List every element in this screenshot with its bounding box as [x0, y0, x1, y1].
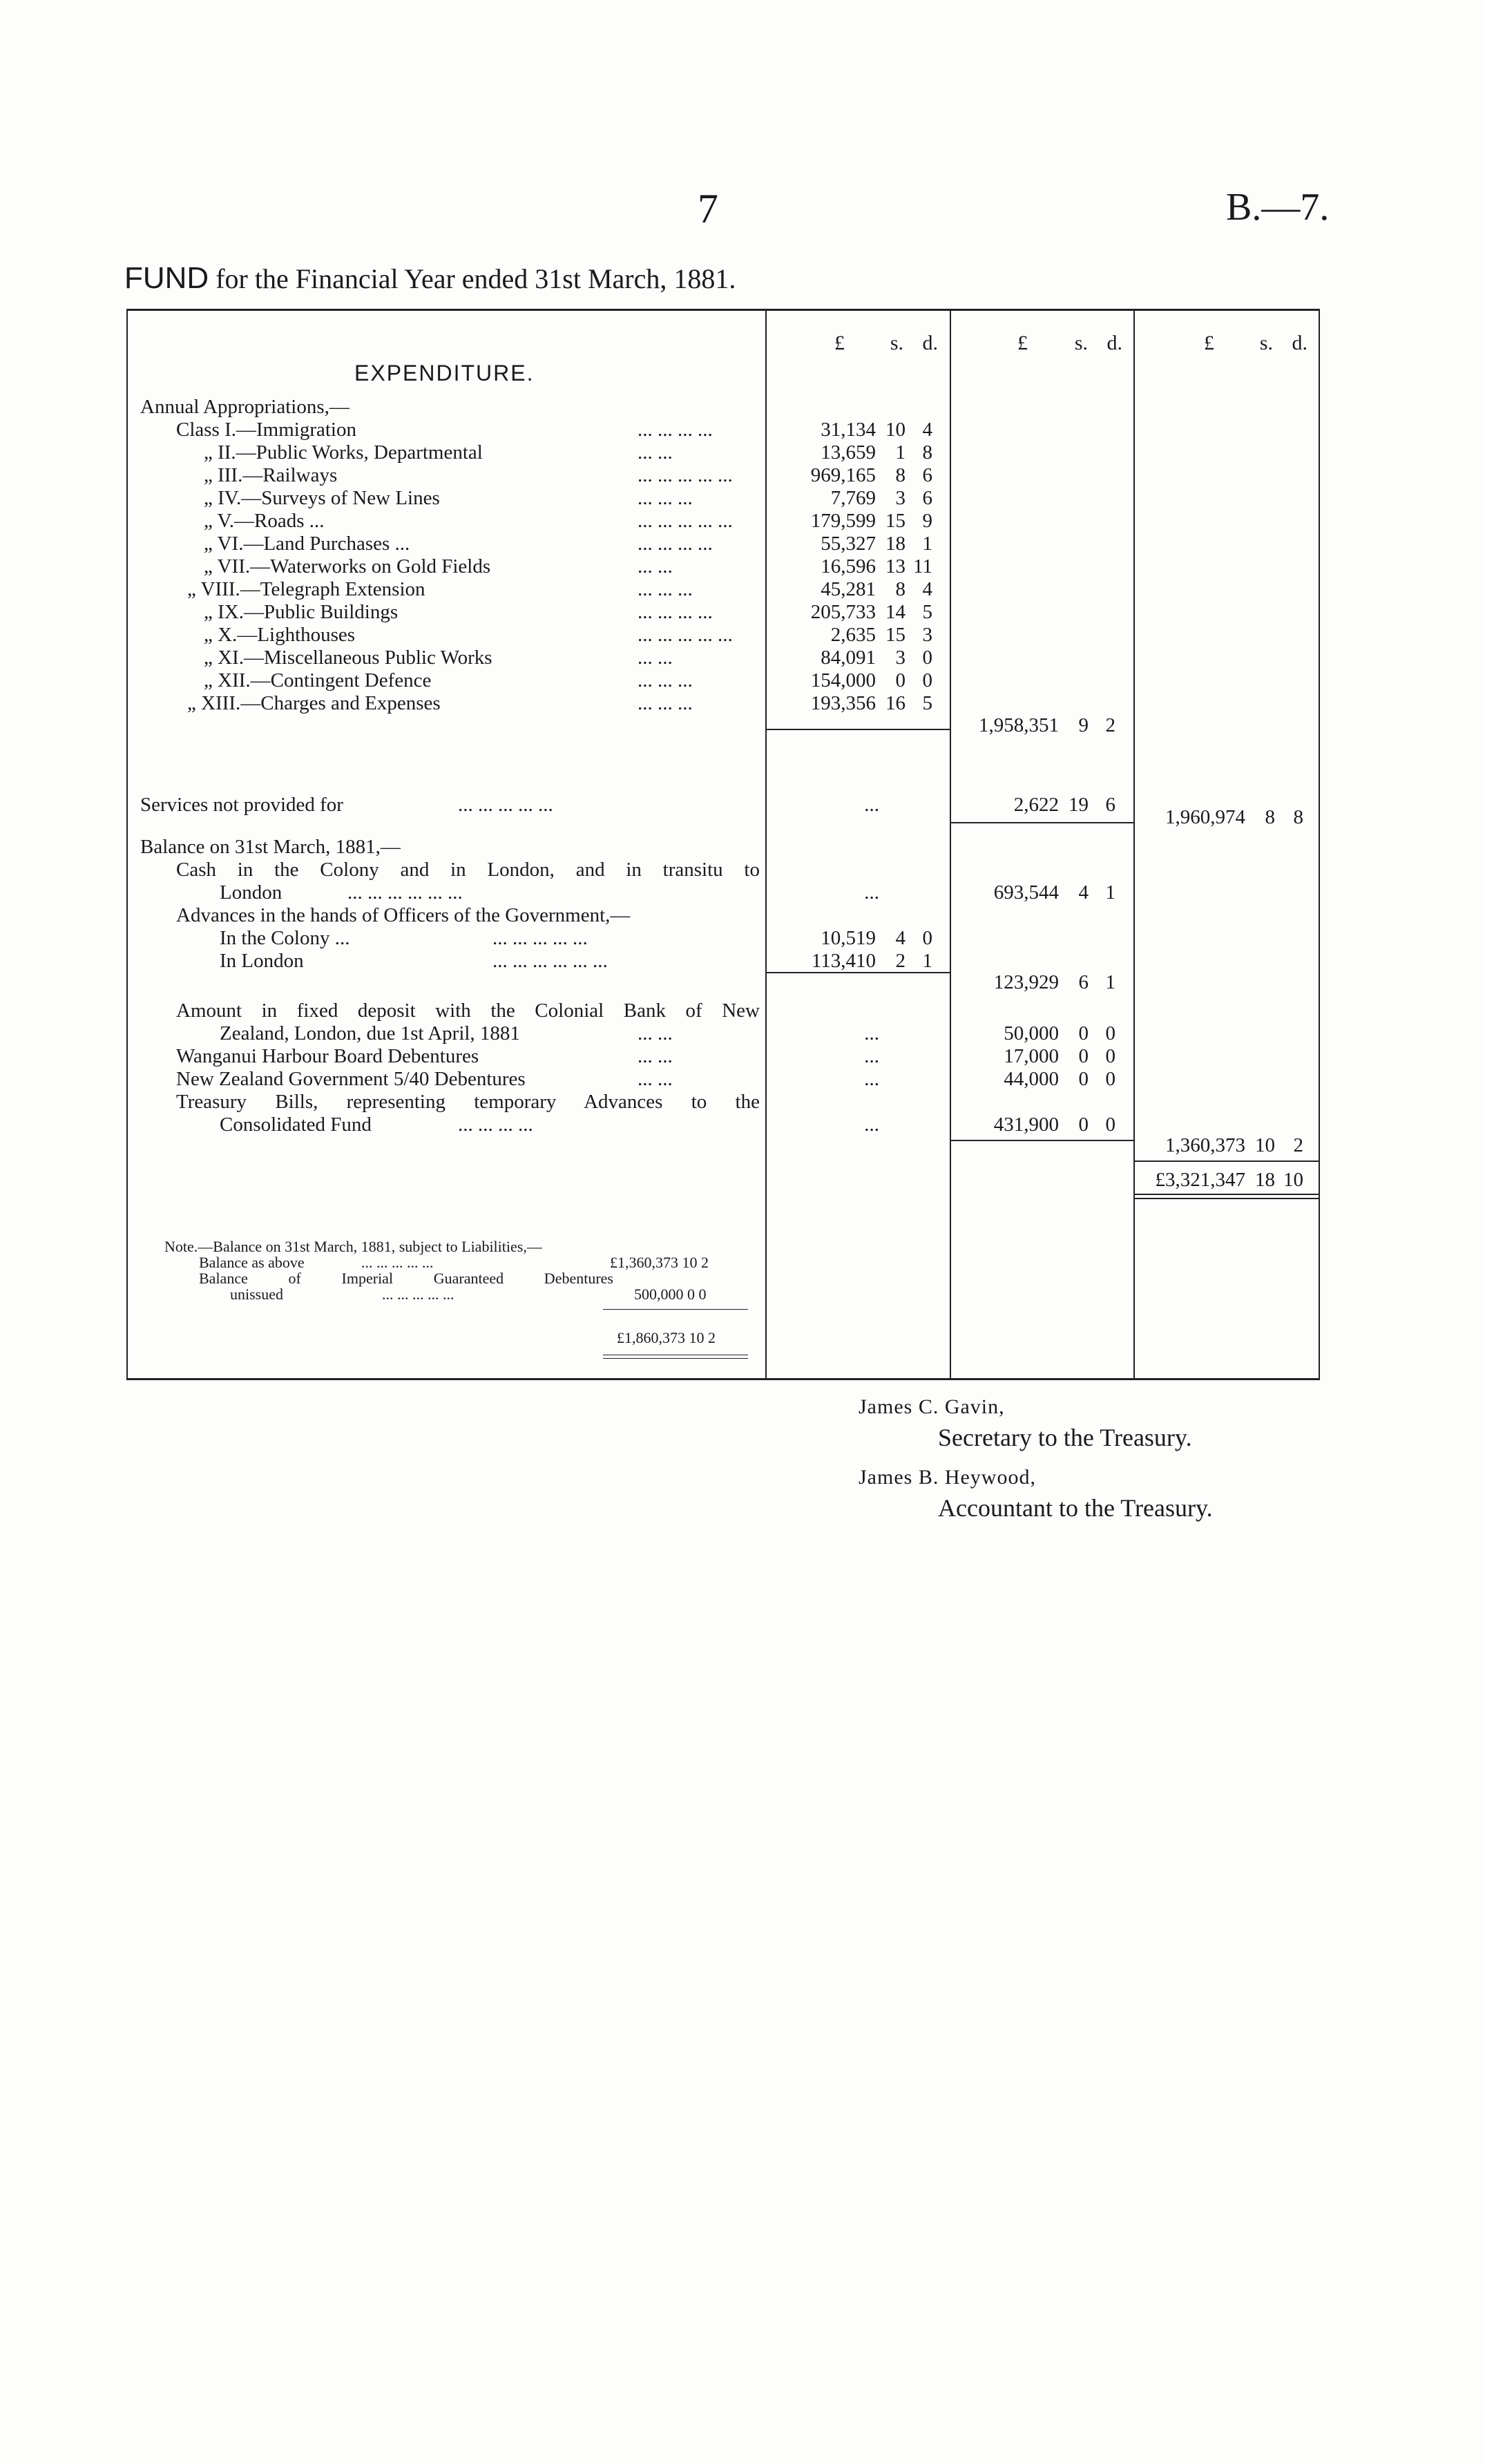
amount-pence: 0 — [922, 669, 932, 691]
row-label: „ VII.—Waterworks on Gold Fields — [204, 555, 491, 577]
double-rule — [1133, 1194, 1319, 1195]
row-label: „ XIII.—Charges and Expenses — [187, 692, 441, 714]
advances-heading-row — [126, 904, 1320, 927]
leader-dots: ... ... — [638, 1045, 673, 1067]
nz-government-row — [126, 1067, 1320, 1091]
table-row — [126, 464, 1320, 487]
col1-ellipsis: ... — [864, 1045, 879, 1067]
amount-shillings: 19 — [1069, 794, 1089, 816]
amount-shillings: 9 — [1078, 714, 1089, 736]
amount-pounds: 55,327 — [821, 533, 876, 555]
amount-shillings: 10 — [1255, 1134, 1275, 1156]
row-label: In London — [220, 950, 304, 972]
row-label: Class I.—Immigration — [176, 419, 356, 441]
grand-total-row — [126, 1168, 1320, 1192]
leader-dots: ... ... ... — [638, 669, 693, 691]
amount-shillings: 18 — [885, 533, 906, 555]
amount-pounds: 123,929 — [993, 971, 1059, 993]
amount-shillings: 10 — [885, 419, 906, 441]
note-line: Balance as above — [199, 1254, 305, 1271]
grand-total-shillings: 18 — [1255, 1169, 1275, 1191]
leader-dots: ... ... ... ... ... — [361, 1254, 434, 1271]
amount-pence: 2 — [1105, 714, 1115, 736]
table-row — [126, 441, 1320, 464]
leader-dots: ... ... ... ... ... ... — [347, 881, 463, 904]
col3-pence-header: d. — [1292, 332, 1307, 354]
deposit-row-line1 — [126, 999, 1320, 1022]
amount-pence: 9 — [922, 510, 932, 532]
amount-shillings: 4 — [1078, 881, 1089, 904]
amount-pounds: 193,356 — [810, 692, 876, 714]
table-row — [126, 691, 1320, 715]
leader-dots: ... ... — [638, 441, 673, 464]
wanganui-row — [126, 1044, 1320, 1068]
amount-shillings: 0 — [1078, 1068, 1089, 1090]
row-label: „ II.—Public Works, Departmental — [204, 441, 483, 464]
note-amount: 500,000 0 0 — [634, 1286, 707, 1303]
leader-dots: ... ... ... ... ... ... — [492, 950, 608, 972]
note-line: unissued — [230, 1286, 283, 1303]
amount-pence: 0 — [1105, 1045, 1115, 1067]
amount-shillings: 4 — [895, 927, 906, 949]
amount-pounds: 44,000 — [1004, 1068, 1059, 1090]
col3-pound-header: £ — [1204, 332, 1214, 354]
leader-dots: ... ... — [638, 1022, 673, 1044]
grand-total-pounds: £3,321,347 — [1155, 1169, 1245, 1191]
amount-shillings: 16 — [885, 692, 906, 714]
amount-pounds: 431,900 — [993, 1114, 1059, 1136]
amount-pence: 0 — [922, 647, 932, 669]
amount-pounds: 7,769 — [830, 487, 876, 509]
total-rule — [1133, 1161, 1319, 1162]
amount-shillings: 14 — [885, 601, 906, 623]
note-rule — [603, 1309, 748, 1310]
appropriations-total-row — [126, 714, 1320, 737]
amount-pence: 4 — [922, 578, 932, 600]
treasury-row — [126, 1113, 1320, 1136]
amount-pence: 5 — [922, 692, 932, 714]
amount-pounds: 31,134 — [821, 419, 876, 441]
amount-pence: 4 — [922, 419, 932, 441]
col1-pence-header: d. — [922, 332, 938, 354]
leader-dots: ... ... ... — [638, 487, 693, 509]
amount-shillings: 15 — [885, 624, 906, 646]
table-row — [126, 555, 1320, 578]
row-label: London — [220, 881, 282, 904]
signature-block-2 — [859, 1462, 1213, 1523]
leader-dots: ... ... ... ... — [638, 419, 713, 441]
amount-pounds: 969,165 — [810, 464, 876, 486]
amount-pence: 5 — [922, 601, 932, 623]
table-row — [126, 577, 1320, 601]
col1-ellipsis: ... — [864, 1022, 879, 1044]
col1-pound-header: £ — [834, 332, 845, 354]
title-rest: for the Financial Year ended 31st March, 1881. — [209, 263, 736, 294]
signatory-name: James C. Gavin, — [859, 1395, 1005, 1418]
amount-shillings: 2 — [895, 950, 906, 972]
amount-pence: 1 — [1105, 881, 1115, 904]
amount-pence: 8 — [1293, 806, 1303, 828]
col1-ellipsis: ... — [864, 794, 879, 816]
table-row — [126, 949, 1320, 973]
col1-ellipsis: ... — [864, 881, 879, 904]
table-row — [126, 486, 1320, 510]
signatory-title: Accountant to the Treasury. — [938, 1494, 1213, 1522]
amount-pence: 0 — [1105, 1022, 1115, 1044]
amount-pounds: 1,360,373 — [1165, 1134, 1245, 1156]
amount-shillings: 8 — [895, 578, 906, 600]
col3-shilling-header: s. — [1259, 332, 1273, 354]
amount-shillings: 8 — [1265, 806, 1275, 828]
amount-pence: 1 — [1105, 971, 1115, 993]
amount-pounds: 17,000 — [1004, 1045, 1059, 1067]
row-label: Zealand, London, due 1st April, 1881 — [220, 1022, 520, 1044]
grand-total-pence: 10 — [1283, 1169, 1303, 1191]
amount-pounds: 16,596 — [821, 555, 876, 577]
row-label: Wanganui Harbour Board Debentures — [176, 1045, 479, 1067]
col2-shilling-header: s. — [1074, 332, 1088, 354]
amount-shillings: 0 — [1078, 1114, 1089, 1136]
row-label: Services not provided for — [140, 794, 343, 816]
leader-dots: ... ... ... ... — [638, 533, 713, 555]
amount-pounds: 154,000 — [810, 669, 876, 691]
leader-dots: ... ... — [638, 1068, 673, 1090]
amount-pence: 1 — [922, 950, 932, 972]
row-label: „ IX.—Public Buildings — [204, 601, 399, 623]
row-label: „ X.—Lighthouses — [204, 624, 356, 646]
leader-dots: ... ... — [638, 647, 673, 669]
col1-shilling-header: s. — [890, 332, 903, 354]
amount-shillings: 15 — [885, 510, 906, 532]
col1-ellipsis: ... — [864, 1114, 879, 1136]
balance-heading-row — [126, 835, 1320, 859]
cash-row-line1 — [126, 858, 1320, 881]
row-label: Consolidated Fund — [220, 1114, 372, 1136]
row-label: „ V.—Roads ... — [204, 510, 325, 532]
amount-pounds: 693,544 — [993, 881, 1059, 904]
amount-shillings: 1 — [895, 441, 906, 464]
row-label: In the Colony ... — [220, 927, 350, 949]
signature-block-1 — [859, 1392, 1192, 1453]
leader-dots: ... ... — [638, 555, 673, 577]
table-row — [126, 669, 1320, 692]
signatory-title: Secretary to the Treasury. — [938, 1424, 1192, 1451]
row-label: New Zealand Government 5/40 Debentures — [176, 1068, 526, 1090]
amount-pence: 0 — [922, 927, 932, 949]
signatory-name: James B. Heywood, — [859, 1466, 1036, 1489]
amount-shillings: 13 — [885, 555, 906, 577]
expenditure-table — [126, 309, 1320, 1380]
advances-total-row — [126, 971, 1320, 994]
amount-pence: 0 — [1105, 1114, 1115, 1136]
leader-dots: ... ... ... — [638, 692, 693, 714]
note-double-rule — [603, 1358, 748, 1359]
amount-pence: 3 — [922, 624, 932, 646]
note-title: Note.—Balance on 31st March, 1881, subject to Liabilities,— — [164, 1238, 542, 1255]
amount-shillings: 6 — [1078, 971, 1089, 993]
double-rule — [1133, 1198, 1319, 1199]
amount-pence: 6 — [922, 487, 932, 509]
expenditure-heading: EXPENDITURE. — [354, 361, 535, 385]
balance-total-row — [126, 1134, 1320, 1157]
amount-pounds: 45,281 — [821, 578, 876, 600]
row-label: Treasury Bills, representing temporary Advances to the — [176, 1091, 760, 1113]
amount-shillings: 0 — [1078, 1045, 1089, 1067]
amount-pence: 1 — [922, 533, 932, 555]
amount-pence: 6 — [922, 464, 932, 486]
amount-pounds: 2,622 — [1013, 794, 1059, 816]
treasury-row-line1 — [126, 1090, 1320, 1114]
col2-pence-header: d. — [1106, 332, 1122, 354]
amount-pence: 8 — [922, 441, 932, 464]
row-label: „ VI.—Land Purchases ... — [204, 533, 410, 555]
row-label: Annual Appropriations,— — [140, 396, 349, 418]
leader-dots: ... ... ... ... ... — [638, 510, 733, 532]
leader-dots: ... ... ... ... ... — [492, 927, 588, 949]
leader-dots: ... ... ... ... — [638, 601, 713, 623]
annual-appropriations-row — [126, 395, 1320, 419]
col2-pound-header: £ — [1017, 332, 1028, 354]
amount-pounds: 113,410 — [811, 950, 876, 972]
table-row — [126, 509, 1320, 533]
amount-pounds: 10,519 — [821, 927, 876, 949]
leader-dots: ... ... ... ... ... — [382, 1286, 454, 1303]
table-row — [126, 623, 1320, 647]
table-row — [126, 532, 1320, 555]
amount-shillings: 3 — [895, 647, 906, 669]
row-label: Amount in fixed deposit with the Colonial Bank of New — [176, 1000, 760, 1022]
amount-pence: 0 — [1105, 1068, 1115, 1090]
leader-dots: ... ... ... ... ... — [638, 624, 733, 646]
deposit-row — [126, 1022, 1320, 1045]
amount-pounds: 1,960,974 — [1165, 806, 1245, 828]
table-row — [126, 418, 1320, 441]
document-reference: B.—7. — [1226, 186, 1330, 229]
amount-pounds: 84,091 — [821, 647, 876, 669]
row-label: Advances in the hands of Officers of the Government,— — [176, 904, 631, 926]
amount-shillings: 0 — [1078, 1022, 1089, 1044]
row-label: „ XI.—Miscellaneous Public Works — [204, 647, 492, 669]
amount-pounds: 205,733 — [810, 601, 876, 623]
table-row — [126, 926, 1320, 950]
leader-dots: ... ... ... — [638, 578, 693, 600]
amount-pence: 11 — [913, 555, 932, 577]
row-label: „ VIII.—Telegraph Extension — [187, 578, 425, 600]
table-row — [126, 646, 1320, 669]
note-line: Balance of Imperial Guaranteed Debentures — [199, 1270, 613, 1287]
row-label: Balance on 31st March, 1881,— — [140, 836, 401, 858]
row-label: „ III.—Railways — [204, 464, 338, 486]
leader-dots: ... ... ... ... ... — [638, 464, 733, 486]
page-number: 7 — [698, 186, 718, 231]
cash-row — [126, 881, 1320, 904]
amount-pounds: 1,958,351 — [979, 714, 1059, 736]
leader-dots: ... ... ... ... — [458, 1114, 533, 1136]
amount-shillings: 8 — [895, 464, 906, 486]
amount-pence: 2 — [1293, 1134, 1303, 1156]
leader-dots: ... ... ... ... ... — [458, 794, 553, 816]
amount-pounds: 50,000 — [1004, 1022, 1059, 1044]
table-row — [126, 600, 1320, 624]
row-label: „ IV.—Surveys of New Lines — [204, 487, 440, 509]
note-amount: £1,360,373 10 2 — [610, 1254, 709, 1271]
note-total: £1,860,373 10 2 — [617, 1329, 716, 1346]
amount-pounds: 2,635 — [830, 624, 876, 646]
col1-ellipsis: ... — [864, 1068, 879, 1090]
amount-pence: 6 — [1105, 794, 1115, 816]
amount-shillings: 0 — [895, 669, 906, 691]
title-caps: FUND — [124, 261, 209, 295]
row-label: Cash in the Colony and in London, and in transitu to — [176, 859, 760, 881]
page-title — [124, 261, 736, 296]
amount-pounds: 13,659 — [821, 441, 876, 464]
amount-shillings: 3 — [895, 487, 906, 509]
row-label: „ XII.—Contingent Defence — [204, 669, 432, 691]
amount-pounds: 179,599 — [810, 510, 876, 532]
expenditure-total-row — [126, 805, 1320, 829]
